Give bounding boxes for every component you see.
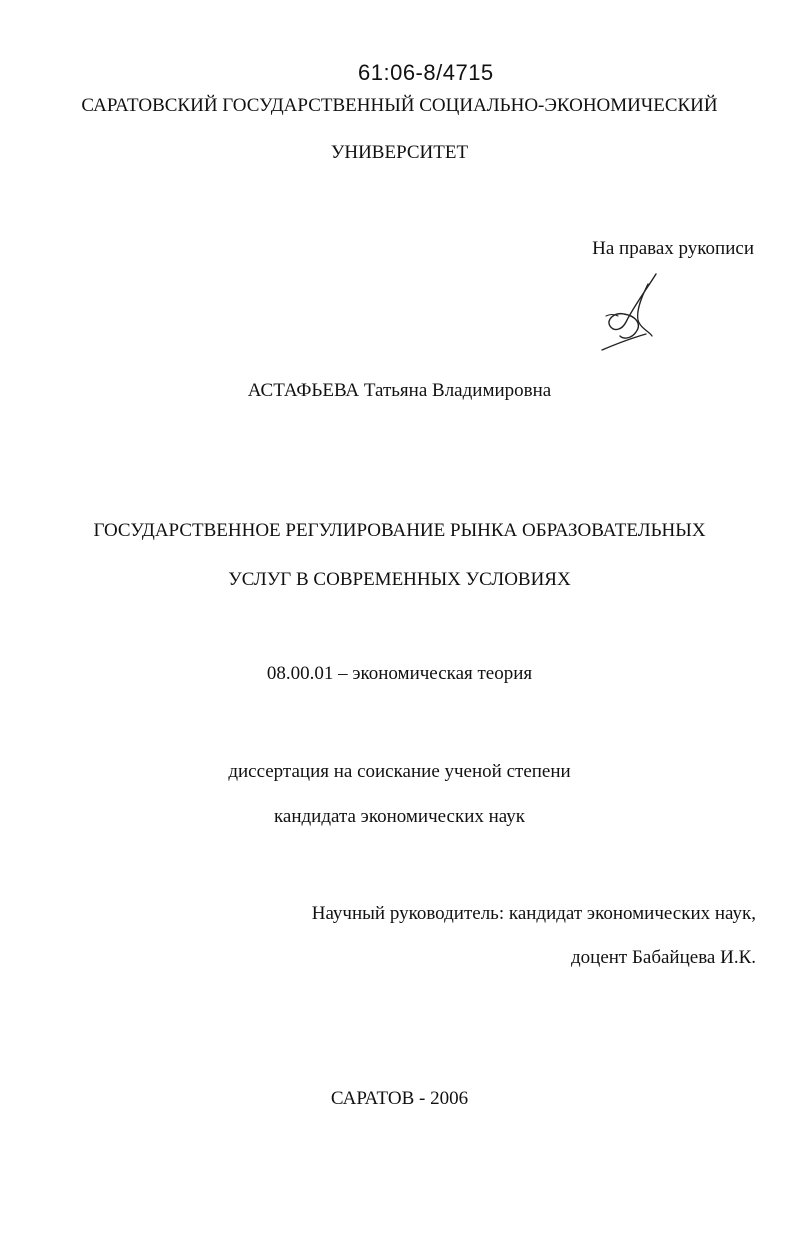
degree-line1: диссертация на соискание ученой степени bbox=[228, 761, 571, 782]
supervisor-line2: доцент Бабайцева И.К. bbox=[571, 947, 756, 968]
signature-icon bbox=[596, 270, 666, 352]
city-year: САРАТОВ - 2006 bbox=[330, 1088, 469, 1109]
dissertation-title-line2: УСЛУГ В СОВРЕМЕННЫХ УСЛОВИЯХ bbox=[228, 569, 571, 590]
archive-number: 61:06-8/4715 bbox=[358, 60, 494, 85]
university-name-line1: САРАТОВСКИЙ ГОСУДАРСТВЕННЫЙ СОЦИАЛЬНО-ЭКОНОМИЧЕСКИЙ bbox=[81, 95, 718, 116]
university-name-line2: УНИВЕРСИТЕТ bbox=[330, 142, 469, 163]
dissertation-title-line1: ГОСУДАРСТВЕННОЕ РЕГУЛИРОВАНИЕ РЫНКА ОБРАЗОВАТЕЛЬНЫХ bbox=[93, 520, 706, 541]
supervisor-line1: Научный руководитель: кандидат экономических наук, bbox=[311, 903, 756, 924]
degree-line2: кандидата экономических наук bbox=[273, 806, 526, 827]
rights-notice: На правах рукописи bbox=[592, 238, 754, 259]
author-name: АСТАФЬЕВА Татьяна Владимировна bbox=[247, 380, 552, 401]
specialty-code: 08.00.01 – экономическая теория bbox=[266, 663, 533, 684]
